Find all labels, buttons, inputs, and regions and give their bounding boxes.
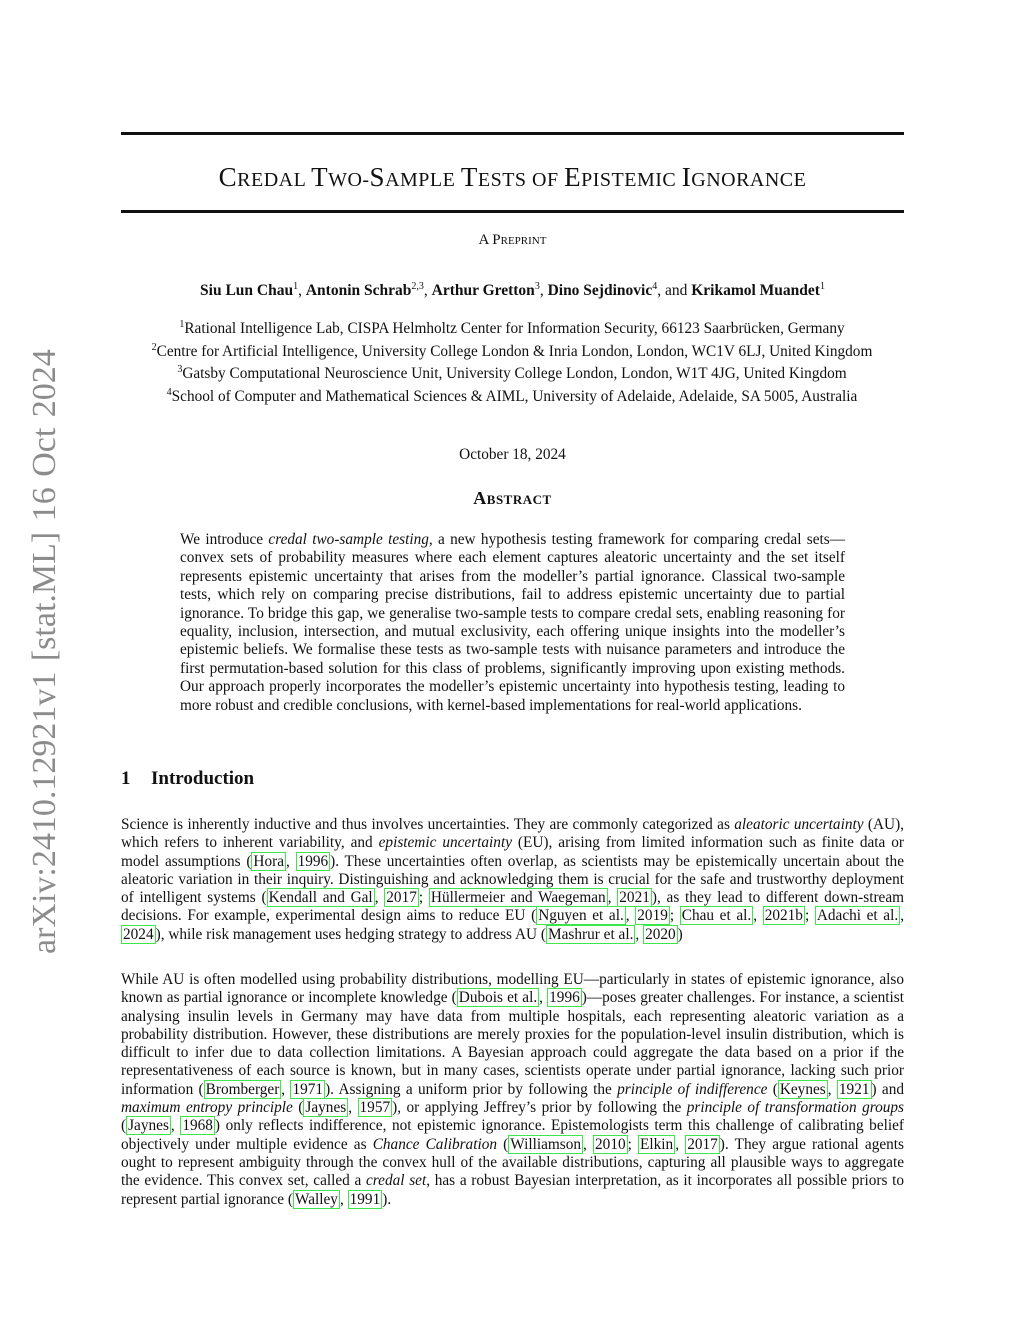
author: Antonin Schrab$^{2,3}$,	[305, 281, 432, 300]
paragraph-text: (	[292, 1099, 304, 1117]
paragraph-text: ,	[635, 925, 644, 943]
paragraph-text: )	[677, 925, 683, 943]
citation-link[interactable]: Jaynes	[305, 1099, 347, 1117]
citation-link[interactable]: 2019	[637, 907, 668, 925]
title-part: EPISTEMIC	[564, 162, 682, 192]
paragraph-text: ,	[281, 1080, 291, 1098]
citation-link[interactable]: 1996	[297, 852, 329, 870]
title-part: IGNORANCE	[681, 162, 807, 192]
abstract-text: We introduce credal two-sample testing, a new hypothesis testing framework for comparing credal sets—convex sets of probability measures where each element captures aleatoric uncertainty and the set itself represents epistemic uncertainty that arises from the modeller’s partial ignorance. Classical two-sample tests, which rely on comparing precise distributions, fail to address epistemic uncertainty due to partial ignorance. To bridge this gap, we generalise two-sample tests to compare credal sets, enabling reasoning for equality, inclusion, intersection, and mutual exclusivity, each offering unique insights into the modeller’s epistemic beliefs. We formalise these tests as two-sample tests with nuisance parameters and introduce the first permutation-based solution for this class of problems, significantly improving upon existing methods. Our approach properly incorporates the modeller’s epistemic uncertainty into hypothesis testing, leading to more robust and credible conclusions, with kernel-based implementations for real-world applications.	[180, 531, 846, 714]
citation-link[interactable]: Williamson	[510, 1135, 582, 1153]
section-heading: 1 Introduction	[121, 768, 255, 789]
paragraph-text: ,	[607, 889, 618, 907]
citation-link[interactable]: Dubois et al.	[458, 989, 538, 1007]
paragraph-text: ).	[382, 1190, 392, 1208]
title-part: TWO-	[311, 162, 370, 192]
emphasis-text: credal set	[365, 1172, 427, 1190]
emphasis-text: maximum entropy principle	[121, 1099, 293, 1117]
paragraph-text: ,	[753, 907, 763, 925]
citation-link[interactable]: Walley	[295, 1190, 338, 1208]
paragraph-text: ;	[804, 907, 815, 925]
paragraph-text: ,	[339, 1190, 348, 1208]
paragraph-text: ). They argue rational agents ought to represent ambiguity through the convex hull of the available distributions, capturing all plausible ways to aggregate the evidence. This convex set, called a	[121, 1135, 905, 1190]
citation-link[interactable]: 1996	[549, 989, 580, 1007]
title-bottom-rule	[121, 210, 904, 213]
paragraph-text: ) and	[871, 1080, 905, 1098]
citation-link[interactable]: Adachi et al.	[816, 907, 899, 925]
affiliation-list	[100, 316, 924, 407]
paragraph-text: ;	[627, 1135, 639, 1153]
paragraph-text: ,	[675, 1135, 686, 1153]
paragraph-text: ,	[900, 907, 905, 925]
author: Siu Lun Chau$^1$,	[200, 281, 306, 300]
paragraph-text: ,	[539, 989, 548, 1007]
citation-link[interactable]: 2021b	[764, 907, 803, 925]
title-part: TESTS OF	[460, 162, 565, 192]
author: Dino Sejdinovic$^4$, and	[547, 281, 692, 300]
intro-paragraph-1	[121, 816, 904, 944]
paragraph-text: ,	[348, 1099, 358, 1117]
affiliation: $^2$Centre for Artificial Intelligence, University College London & Inria London, London, WC1V 6LJ, United Kingdom	[151, 341, 873, 360]
paragraph-text: ,	[583, 1135, 594, 1153]
author-list	[121, 281, 904, 300]
paragraph-text: (	[767, 1080, 778, 1098]
citation-link[interactable]: 1971	[292, 1080, 324, 1098]
citation-link[interactable]: Bromberger	[205, 1080, 280, 1098]
emphasis-text: principle of indifference	[617, 1080, 768, 1098]
affiliation: $^4$School of Computer and Mathematical Sciences & AIML, University of Adelaide, Adelaide, SA 5005, Australia	[166, 387, 858, 406]
emphasis-text: aleatoric uncertainty	[734, 816, 864, 833]
paragraph-text: While AU is often modelled using probability distributions, modelling EU—particularly in states of epistemic ignorance, also known as partial ignorance or incomplete knowledge (	[121, 971, 904, 1007]
emphasis-text: principle of transformation groups	[686, 1099, 905, 1117]
author: Krikamol Muandet$^1$	[691, 281, 825, 300]
citation-link[interactable]: Kendall and Gal	[268, 889, 373, 907]
emphasis-text: Chance Calibration	[372, 1135, 497, 1153]
citation-link[interactable]: 2021	[619, 889, 650, 907]
paragraph-text: )—poses greater challenges. For instance, a scientist analysing insulin levels in Germany may have data from multiple hospitals, each representing aleatoric variation as a probability distribution. However, these distributions are merely proxies for the population-level insulin distribution, which is difficult to infer due to data collection limitations. A Bayesian approach could aggregate the data based on a prior if the representativeness of each source is known, but in many cases, scientists operate under partial ignorance, lacking such prior information (	[121, 989, 905, 1098]
paragraph-text: ,	[286, 852, 296, 870]
citation-link[interactable]: 1957	[359, 1099, 391, 1117]
abstract-heading: ABSTRACT	[473, 488, 552, 508]
paragraph-text: (EU), arising from limited information such as finite data or model assumptions (	[121, 834, 904, 870]
paragraph-text: ;	[418, 889, 429, 907]
paragraph-text: ,	[827, 1080, 837, 1098]
paragraph-text: ), or applying Jeffrey’s prior by following the	[392, 1099, 687, 1117]
citation-link[interactable]: 2024	[123, 925, 154, 943]
paragraph-text: ). Assigning a uniform prior by following the	[325, 1080, 618, 1098]
paper-title	[121, 160, 904, 197]
paragraph-text: ), as they lead to different down-stream decisions. For example, experimental design aims to reduce EU (	[121, 889, 905, 925]
citation-link[interactable]: Chau et al.	[681, 907, 752, 925]
citation-link[interactable]: Elkin	[640, 1135, 674, 1153]
intro-paragraph-2	[121, 971, 904, 1209]
paragraph-text: Science is inherently inductive and thus involves uncertainties. They are commonly categorized as	[121, 816, 735, 833]
citation-link[interactable]: 1968	[182, 1117, 213, 1135]
citation-link[interactable]: 2017	[687, 1135, 718, 1153]
citation-link[interactable]: Mashrur et al.	[548, 925, 634, 943]
citation-link[interactable]: 2020	[645, 925, 676, 943]
affiliation: $^1$Rational Intelligence Lab, CISPA Helmholtz Center for Information Security, 66123 Saarbrücken, Germany	[179, 319, 845, 338]
affiliation: $^3$Gatsby Computational Neuroscience Unit, University College London, London, W1T 4JG, United Kingdom	[177, 364, 847, 383]
citation-link[interactable]: Hora	[253, 852, 285, 870]
paragraph-text: ,	[625, 907, 636, 925]
emphasis-text: epistemic uncertainty	[378, 834, 512, 852]
paragraph-text: ) only reflects indifference, not epistemic ignorance. Epistemologists term this challenge of calibrating belief objectively under multiple evidence as	[121, 1117, 905, 1153]
citation-link[interactable]: Keynes	[779, 1080, 826, 1098]
preprint-label: A PREPRINT	[478, 232, 547, 248]
citation-link[interactable]: 1991	[349, 1190, 381, 1208]
paragraph-text: (	[497, 1135, 509, 1153]
paragraph-text: ,	[374, 889, 385, 907]
author: Arthur Gretton$^3$,	[431, 281, 548, 300]
citation-link[interactable]: Nguyen et al.	[538, 907, 624, 925]
paragraph-text: (AU), which refers to inherent variability, and	[121, 816, 904, 852]
title-part: CREDAL	[218, 162, 312, 192]
paragraph-text: (	[121, 1117, 127, 1135]
paragraph-text: , has a robust Bayesian interpretation, as it incorporates all possible priors to represent partial ignorance (	[121, 1172, 905, 1208]
citation-link[interactable]: 2017	[386, 889, 417, 907]
title-part: SAMPLE	[369, 162, 461, 192]
citation-link[interactable]: 1921	[838, 1080, 870, 1098]
paragraph-text: ). These uncertainties often overlap, as scientists may be epistemically uncertain about the aleatoric variation in their inquiry. Distinguishing and acknowledging them is crucial for the safe and trustworthy deployment of intelligent systems (	[121, 852, 904, 907]
paragraph-text: ), while risk management uses hedging strategy to address AU (	[155, 925, 547, 943]
paper-date: October 18, 2024	[459, 446, 566, 463]
citation-link[interactable]: Hüllermeier and Waegeman	[430, 889, 606, 907]
citation-link[interactable]: 2010	[595, 1135, 626, 1153]
title-top-rule	[121, 132, 904, 135]
arxiv-stamp: arXiv:2410.12921v1 [stat.ML] 16 Oct 2024	[26, 349, 63, 954]
paragraph-text: ;	[669, 907, 680, 925]
citation-link[interactable]: Jaynes	[128, 1117, 169, 1135]
paragraph-text: ,	[170, 1117, 181, 1135]
